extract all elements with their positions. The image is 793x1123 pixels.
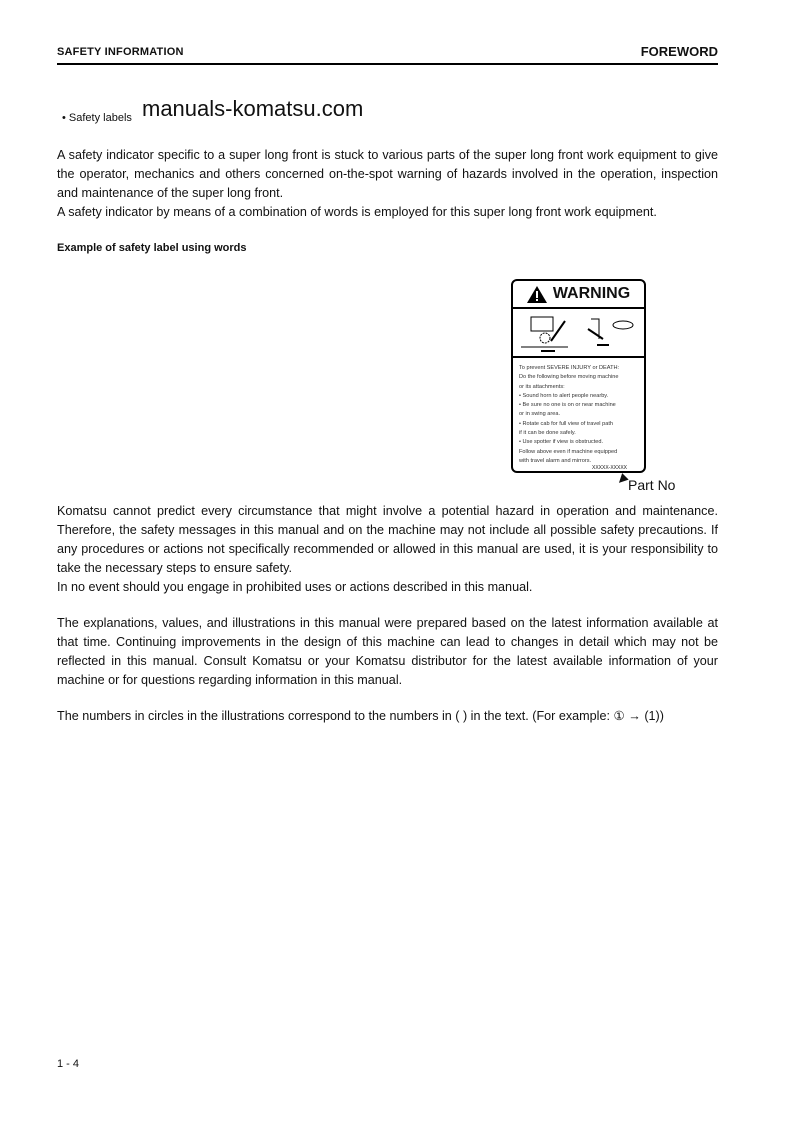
hazard-pictogram <box>513 309 644 358</box>
paragraph-disclaimer-1: Komatsu cannot predict every circumstance that might involve a potential hazard in operation and maintenance. Therefore, the safety messages in this manual and on the machine may not include all possible safety precautions. If any procedures or actions not specifically recommended or allowed in this manual are used, it is your responsibility to take the necessary steps to ensure safety. <box>57 504 718 575</box>
label-part-number: XXXXX-XXXXX <box>592 465 628 471</box>
label-line: • Use spotter if view is obstructed. <box>519 439 604 446</box>
paragraph-intro-1: A safety indicator specific to a super long front is stuck to various parts of the super long front work equipment to give the operator, mechanics and others concerned on-the-spot warning of hazards involved in the operation, inspection and maintenance of the super long front. <box>57 148 718 200</box>
warning-label-title: WARNING <box>552 285 631 302</box>
example-heading: Example of safety label using words <box>57 242 247 254</box>
paragraph-intro-2: A safety indicator by means of a combination of words is employed for this super long front work equipment. <box>57 205 657 219</box>
paragraph-disclaimer-2: In no event should you engage in prohibited uses or actions described in this manual. <box>57 580 533 594</box>
label-line: or in swing area. <box>519 411 561 418</box>
header-rule <box>57 63 718 65</box>
label-line: Follow above even if machine equipped <box>519 448 618 455</box>
label-line: • Rotate cab for full view of travel path <box>519 420 613 427</box>
warning-triangle-icon <box>527 286 547 303</box>
bullet-heading: • Safety labels <box>62 112 132 124</box>
bullet-heading-text: Safety labels <box>68 112 132 124</box>
label-line: with travel alarm and mirrors. <box>519 457 592 464</box>
page-number: 1 - 4 <box>57 1058 80 1070</box>
label-line: • Sound horn to alert people nearby. <box>519 392 609 399</box>
paragraph-numbers: The numbers in circles in the illustrations correspond to the numbers in ( ) in the text. (For example: ① → (1)) <box>57 709 664 723</box>
warning-label-illustration <box>511 279 646 473</box>
label-line: • Be sure no one is on or near machine <box>519 402 616 409</box>
section-title: SAFETY INFORMATION <box>57 46 184 58</box>
machine-hazard-icon <box>513 309 644 356</box>
label-line: Do the following before moving machine <box>519 374 619 381</box>
warning-label-text <box>513 358 644 466</box>
watermark: manuals-komatsu.com <box>142 96 364 121</box>
arrow-icon: ◀ <box>613 470 630 488</box>
warning-label-header <box>513 281 644 309</box>
part-no-callout: Part No <box>628 477 676 493</box>
label-line: or its attachments: <box>519 383 565 390</box>
paragraph-explanations: The explanations, values, and illustrations in this manual were prepared based on the latest information available at that time. Continuing improvements in the design of this machine can lead to changes in detail which may not be reflected in this manual. Consult Komatsu or your Komatsu distributor for the latest available information of your machine or for questions regarding information in this manual. <box>57 616 718 687</box>
paragraph-intro <box>57 146 718 222</box>
label-line: if it can be done safely. <box>519 430 576 437</box>
paragraph-disclaimer <box>57 502 718 597</box>
label-line: To prevent SEVERE INJURY or DEATH: <box>519 365 620 371</box>
chapter-title: FOREWORD <box>640 44 718 59</box>
